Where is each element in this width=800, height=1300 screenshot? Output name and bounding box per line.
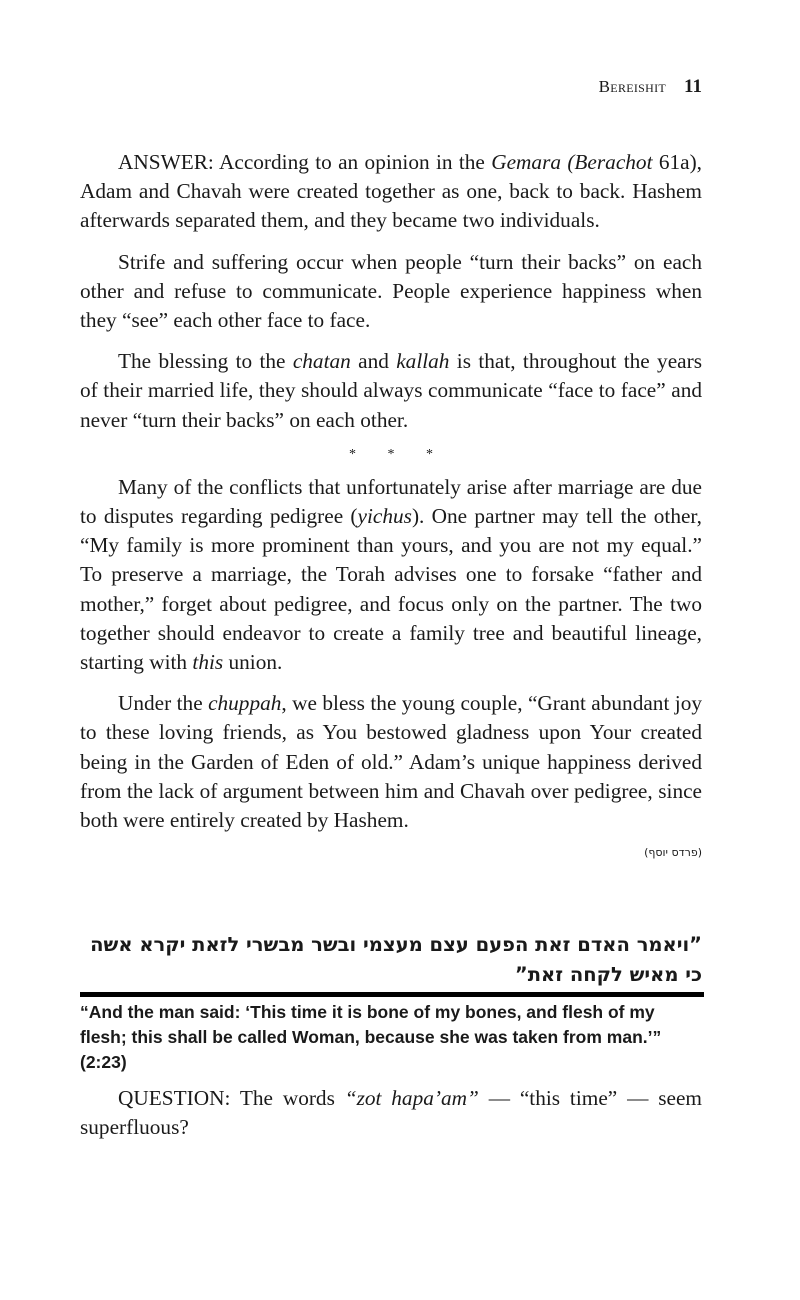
source-citation — [80, 843, 702, 863]
hebrew-verse: ”ויאמר האדם זאת הפעם עצם מעצמי ובשר מבשרי לזאת יקרא אשה כי מאיש לקחה זאת” — [90, 933, 702, 986]
text-run: is that, throughout the years of their married life, they should always communicate “face to face” and never “turn their backs” on each other. — [80, 349, 702, 432]
paragraph-blessing — [80, 347, 702, 435]
page-number: 11 — [684, 76, 702, 97]
text-run: 61a), Adam and Chavah were created together as one, back to back. Hashem afterwards separated them, and they became two individuals. — [80, 150, 702, 233]
running-head-title: Bereishit — [598, 77, 667, 96]
section-separator: * * * — [349, 446, 447, 462]
text-run: Many of the conflicts that unfortunately arise after marriage are due to disputes regarding pedigree ( — [80, 474, 702, 529]
question-section — [80, 1084, 702, 1142]
text-run: and — [350, 349, 397, 374]
body-text — [80, 148, 702, 863]
italic-term: chatan — [292, 349, 351, 374]
verse-translation: “And the man said: ‘This time it is bone of my bones, and flesh of my flesh; this shall be called Woman, because she was taken from man.’” (2:23) — [80, 1002, 662, 1072]
paragraph-chuppah — [80, 689, 702, 835]
text-run: ). One partner may tell the other, “My family is more prominent than yours, and you are not my equal.” To preserve a marriage, the Torah advises one to forsake “father and mother,” forget about pedigree, and focus only on the partner. The two together should endeavor to create a family tree and beautiful lineage, starting with — [80, 504, 702, 675]
italic-term: “zot hapa’am” — [344, 1086, 479, 1110]
paragraph-answer — [80, 148, 702, 236]
divider-rule — [80, 992, 704, 997]
paragraph-question — [80, 1084, 702, 1142]
text-run: Under the — [118, 691, 209, 716]
running-head — [599, 76, 702, 98]
text-run: , we bless the young couple, “Grant abundant joy to these loving friends, as You bestowed gladness upon Your created being in the Garden of Eden of old.” Adam’s unique happiness derived from the lack of argument between him and Chavah over pedigree, since both were entirely created by Hashem. — [80, 691, 702, 833]
text-run: union. — [223, 650, 283, 675]
italic-term: this — [192, 650, 224, 675]
text-run: The blessing to the — [118, 349, 293, 374]
text-run: ANSWER: According to an opinion in the — [118, 150, 492, 174]
source-citation-text: (פרדס יוסף) — [644, 846, 702, 860]
paragraph-strife: Strife and suffering occur when people “turn their backs” on each other and refuse to communicate. People experience happiness when they “see” each other face to face. — [80, 249, 702, 333]
italic-term: chuppah — [208, 691, 282, 716]
italic-term: Gemara (Berachot — [491, 150, 653, 174]
text-run: — “this time” — seem superfluous? — [80, 1086, 702, 1140]
paragraph-pedigree — [80, 473, 702, 677]
text-run: QUESTION: The words — [118, 1086, 345, 1110]
italic-term: yichus — [357, 504, 412, 529]
italic-term: kallah — [396, 349, 450, 374]
